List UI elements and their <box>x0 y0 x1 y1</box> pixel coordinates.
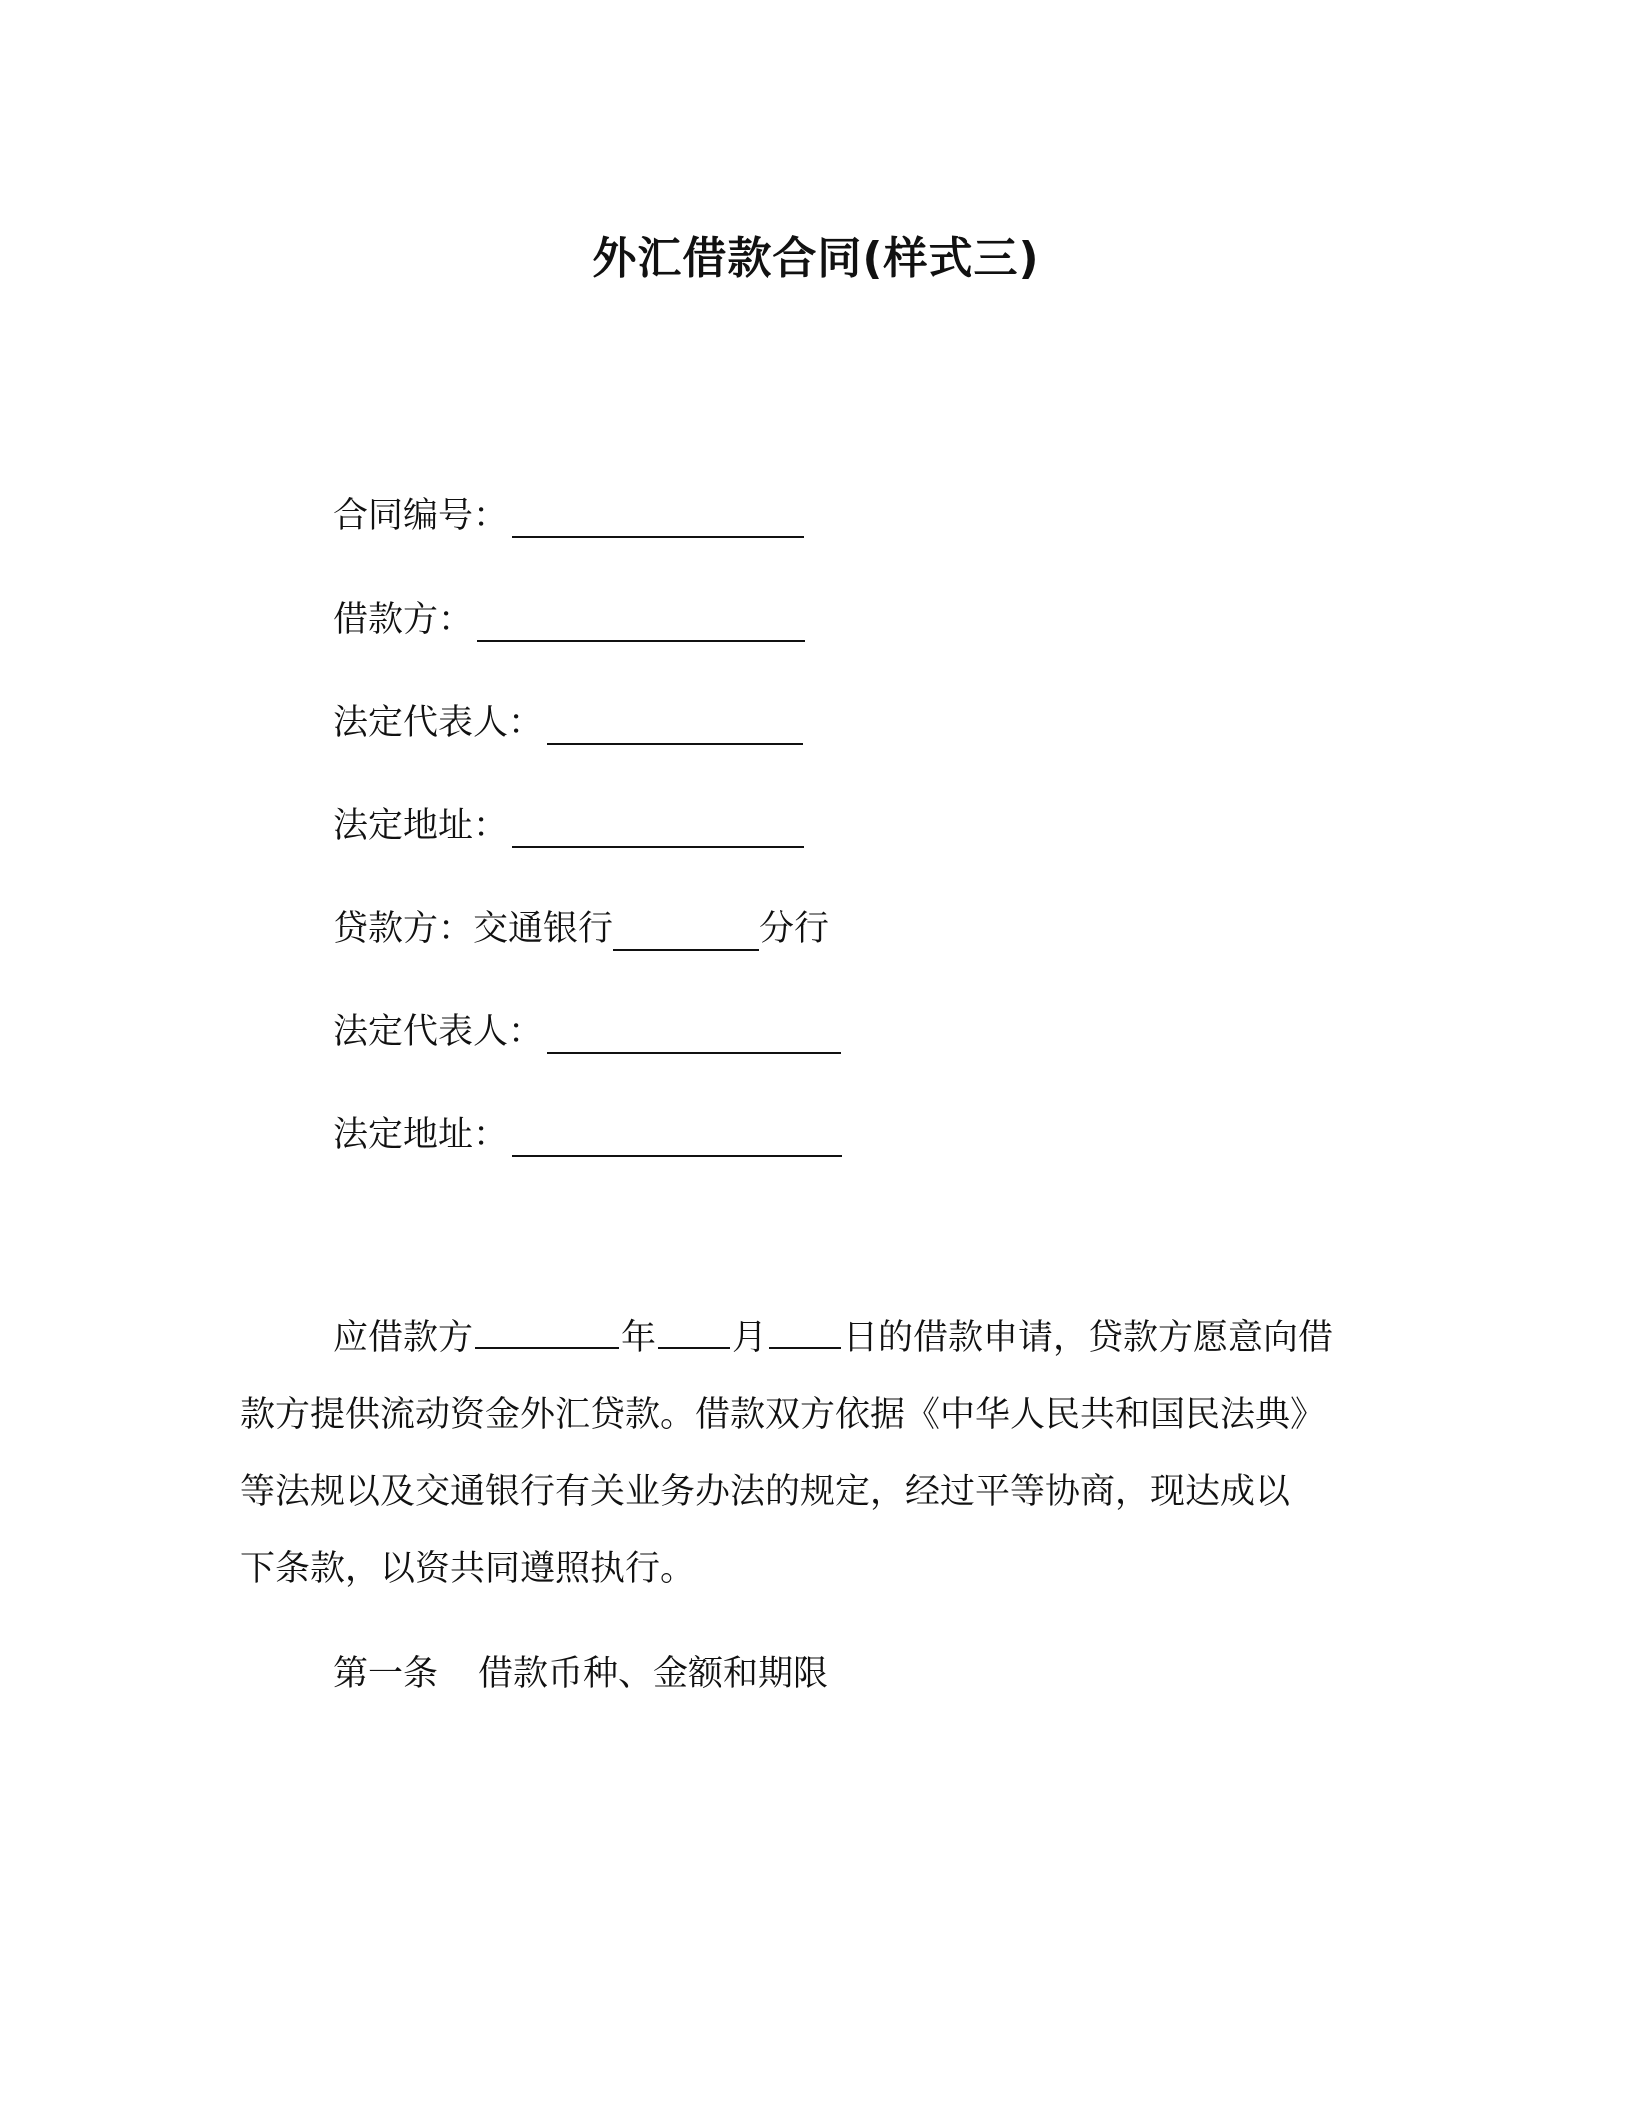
article-1-number: 第一条 <box>333 1654 439 1694</box>
borrower-blank <box>477 604 805 642</box>
preamble-line-1-end: 日的借款申请，贷款方愿意向借 <box>843 1318 1334 1358</box>
lender-address-label: 法定地址： <box>333 1115 509 1155</box>
borrower-address-field <box>333 802 804 850</box>
lender-label: 贷款方：交通银行 <box>333 909 614 949</box>
borrower-field <box>333 596 805 644</box>
month-label: 月 <box>732 1318 768 1358</box>
lender-address-blank <box>512 1119 842 1157</box>
contract-number-label: 合同编号： <box>333 496 509 536</box>
preamble-line-1 <box>240 1300 1380 1377</box>
date-day-blank <box>769 1317 841 1349</box>
lender-address-field <box>333 1111 842 1159</box>
article-1-title: 借款币种、金额和期限 <box>478 1654 829 1694</box>
lender-branch-suffix: 分行 <box>759 909 830 949</box>
article-1-heading <box>333 1650 828 1698</box>
document-title: 外汇借款合同(样式三) <box>592 233 1040 284</box>
borrower-label: 借款方： <box>333 600 474 640</box>
preamble-paragraph <box>240 1300 1380 1608</box>
date-month-blank <box>658 1317 730 1349</box>
contract-number-field <box>333 492 804 540</box>
lender-representative-label: 法定代表人： <box>333 1012 544 1052</box>
lender-branch-blank <box>613 913 759 951</box>
preamble-line-4: 下条款，以资共同遵照执行。 <box>240 1549 696 1589</box>
borrower-representative-label: 法定代表人： <box>333 703 544 743</box>
lender-field <box>333 905 829 953</box>
preamble-line-2: 款方提供流动资金外汇贷款。借款双方依据《中华人民共和国民法典》 <box>240 1395 1326 1435</box>
borrower-representative-field <box>333 699 803 747</box>
preamble-line-3: 等法规以及交通银行有关业务办法的规定，经过平等协商，现达成以 <box>240 1472 1291 1512</box>
borrower-address-blank <box>512 810 804 848</box>
year-label: 年 <box>621 1318 657 1358</box>
lender-representative-field <box>333 1008 841 1056</box>
contract-number-blank <box>512 500 804 538</box>
preamble-line-1-start: 应借款方 <box>333 1318 474 1358</box>
lender-representative-blank <box>547 1016 841 1054</box>
borrower-address-label: 法定地址： <box>333 806 509 846</box>
borrower-representative-blank <box>547 707 803 745</box>
date-year-blank <box>475 1317 619 1349</box>
